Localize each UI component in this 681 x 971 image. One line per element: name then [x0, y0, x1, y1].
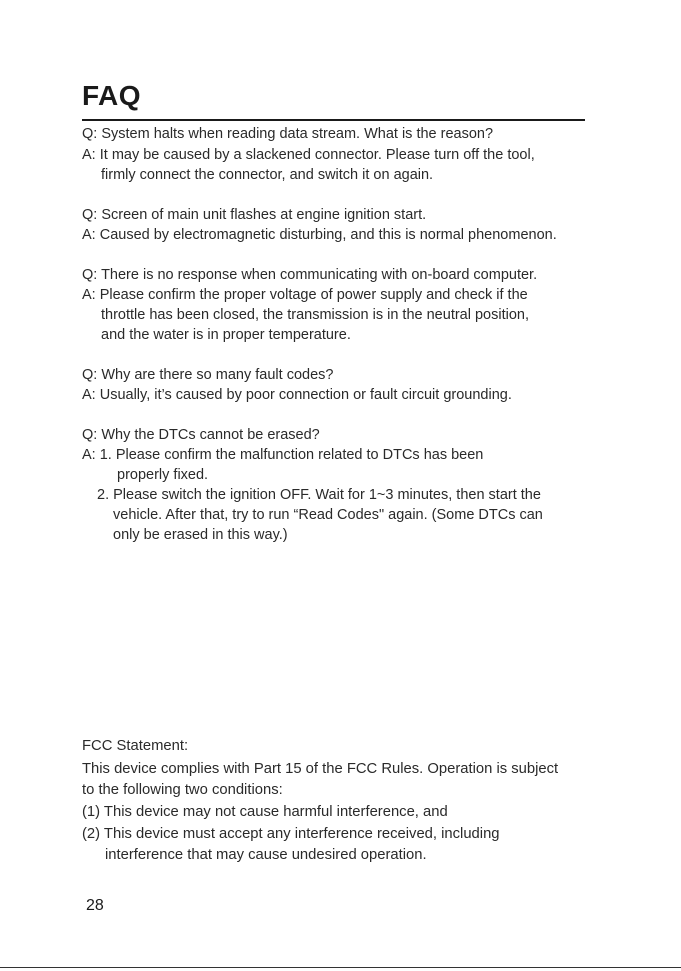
title-divider	[82, 119, 585, 121]
faq-4-answer-line-1: A: Usually, it’s caused by poor connection or fault circuit grounding.	[82, 387, 512, 403]
fcc-condition-1: (1) This device may not cause harmful interference, and	[82, 804, 448, 820]
faq-5-answer-line-4: vehicle. After that, try to run “Read Codes" again. (Some DTCs can	[113, 507, 543, 523]
faq-3-question: Q: There is no response when communicating with on-board computer.	[82, 267, 538, 283]
faq-3-answer-line-3: and the water is in proper temperature.	[101, 327, 351, 343]
fcc-condition-2-line-1: (2) This device must accept any interference received, including	[82, 826, 500, 842]
faq-2-answer-line-1: A: Caused by electromagnetic disturbing, and this is normal phenomenon.	[82, 227, 557, 243]
faq-2-question: Q: Screen of main unit flashes at engine ignition start.	[82, 207, 427, 223]
faq-1-question: Q: System halts when reading data stream. What is the reason?	[82, 126, 494, 142]
faq-3-answer-line-2: throttle has been closed, the transmission is in the neutral position,	[101, 307, 529, 323]
fcc-paragraph-line-1: This device complies with Part 15 of the FCC Rules. Operation is subject	[82, 761, 559, 777]
fcc-heading: FCC Statement:	[82, 738, 189, 754]
fcc-condition-2-line-2: interference that may cause undesired operation.	[105, 847, 427, 863]
footer-divider	[0, 967, 681, 968]
fcc-paragraph-line-2: to the following two conditions:	[82, 782, 283, 798]
faq-1-answer-line-1: A: It may be caused by a slackened connector. Please turn off the tool,	[82, 147, 535, 163]
faq-5-question: Q: Why the DTCs cannot be erased?	[82, 427, 320, 443]
faq-1-answer-line-2: firmly connect the connector, and switch it on again.	[101, 167, 434, 183]
faq-5-answer-line-5: only be erased in this way.)	[113, 527, 288, 543]
faq-3-answer-line-1: A: Please confirm the proper voltage of power supply and check if the	[82, 287, 528, 303]
faq-5-answer-line-1: A: 1. Please confirm the malfunction related to DTCs has been	[82, 447, 484, 463]
page-number: 28	[86, 897, 104, 914]
faq-4-question: Q: Why are there so many fault codes?	[82, 367, 334, 383]
faq-5-answer-line-3: 2. Please switch the ignition OFF. Wait for 1~3 minutes, then start the	[97, 487, 541, 503]
faq-5-answer-line-2: properly fixed.	[117, 467, 209, 483]
page-title: FAQ	[82, 80, 142, 111]
